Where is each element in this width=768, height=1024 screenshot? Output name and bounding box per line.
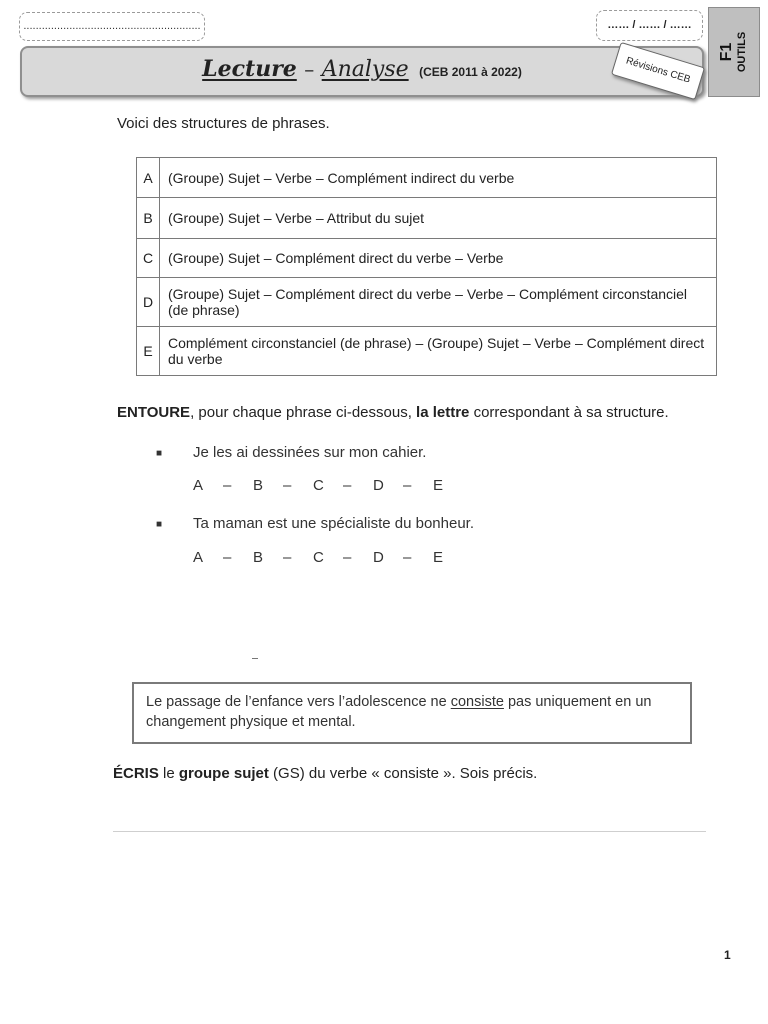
exercise-sentence: Je les ai dessinées sur mon cahier. — [193, 444, 427, 461]
option-b[interactable]: B — [253, 477, 264, 494]
option-separator: – — [343, 477, 352, 494]
row-structure: Complément circonstanciel (de phrase) – (Groupe) Sujet – Verbe – Complément direct du verbe — [160, 327, 717, 376]
option-separator: – — [223, 477, 232, 494]
option-separator: – — [403, 549, 412, 566]
option-e[interactable]: E — [433, 477, 444, 494]
row-letter: A — [137, 158, 160, 198]
instruction-bold: la lettre — [416, 404, 470, 421]
passage-text-after: pas uniquement en un changement physique et mental. — [146, 694, 652, 730]
passage-box — [132, 682, 692, 744]
side-tab — [708, 7, 760, 97]
row-structure: (Groupe) Sujet – Complément direct du verbe – Verbe — [160, 239, 717, 278]
table-row — [137, 239, 717, 278]
row-structure: (Groupe) Sujet – Verbe – Complément indirect du verbe — [160, 158, 717, 198]
intro-text: Voici des structures de phrases. — [117, 115, 330, 132]
title-subtitle: (CEB 2011 à 2022) — [419, 65, 522, 79]
divider — [252, 658, 258, 659]
task-verb: ÉCRIS — [113, 765, 159, 782]
option-b[interactable]: B — [253, 549, 264, 566]
task-text-1: le — [158, 765, 179, 782]
option-e[interactable]: E — [433, 549, 444, 566]
task-bold: groupe sujet — [178, 765, 269, 782]
date-field[interactable]: …… / …… / …… — [596, 10, 703, 41]
passage-underlined-verb: consiste — [450, 694, 504, 710]
option-separator: – — [283, 549, 292, 566]
answer-options — [193, 549, 463, 566]
title-banner — [20, 46, 704, 97]
title-lecture: Lecture — [202, 56, 297, 82]
option-d[interactable]: D — [373, 477, 384, 494]
page-title — [22, 56, 702, 82]
row-letter: B — [137, 198, 160, 239]
exercise-sentence: Ta maman est une spécialiste du bonheur. — [193, 515, 475, 532]
row-structure: (Groupe) Sujet – Complément direct du verbe – Verbe – Complément circonstanciel (de phrase) — [160, 278, 717, 327]
revisions-stamp: Révisions CEB — [611, 42, 705, 100]
option-separator: – — [403, 477, 412, 494]
passage-text-before: Le passage de l’enfance vers l’adolescence ne — [146, 694, 451, 710]
table-row — [137, 278, 717, 327]
option-separator: – — [283, 477, 292, 494]
side-tab-label: OUTILS — [736, 31, 748, 73]
title-analyse: Analyse — [321, 57, 409, 82]
structures-table — [136, 157, 717, 376]
row-letter: D — [137, 278, 160, 327]
row-letter: E — [137, 327, 160, 376]
option-a[interactable]: A — [193, 549, 204, 566]
student-name-field[interactable]: .......................................................... — [19, 12, 205, 41]
option-c[interactable]: C — [313, 477, 324, 494]
row-letter: C — [137, 239, 160, 278]
bullet-icon: ■ — [156, 448, 163, 459]
title-separator: – — [304, 57, 315, 81]
answer-line[interactable] — [113, 831, 706, 832]
option-separator: – — [223, 549, 232, 566]
instruction-verb: ENTOURE — [117, 404, 191, 421]
task-text-2: (GS) du verbe « consiste ». Sois précis. — [268, 765, 538, 782]
option-c[interactable]: C — [313, 549, 324, 566]
answer-options — [193, 477, 463, 494]
side-tab-code: F1 — [718, 42, 735, 62]
instruction-text — [117, 404, 669, 421]
instruction-middle: , pour chaque phrase ci-dessous, — [190, 404, 417, 421]
table-row — [137, 158, 717, 198]
option-a[interactable]: A — [193, 477, 204, 494]
option-separator: – — [343, 549, 352, 566]
row-structure: (Groupe) Sujet – Verbe – Attribut du sujet — [160, 198, 717, 239]
bullet-icon: ■ — [156, 519, 163, 530]
page-number: 1 — [724, 948, 731, 962]
table-row — [137, 327, 717, 376]
table-row — [137, 198, 717, 239]
task-instruction — [113, 765, 537, 782]
instruction-end: correspondant à sa structure. — [469, 404, 669, 421]
option-d[interactable]: D — [373, 549, 384, 566]
